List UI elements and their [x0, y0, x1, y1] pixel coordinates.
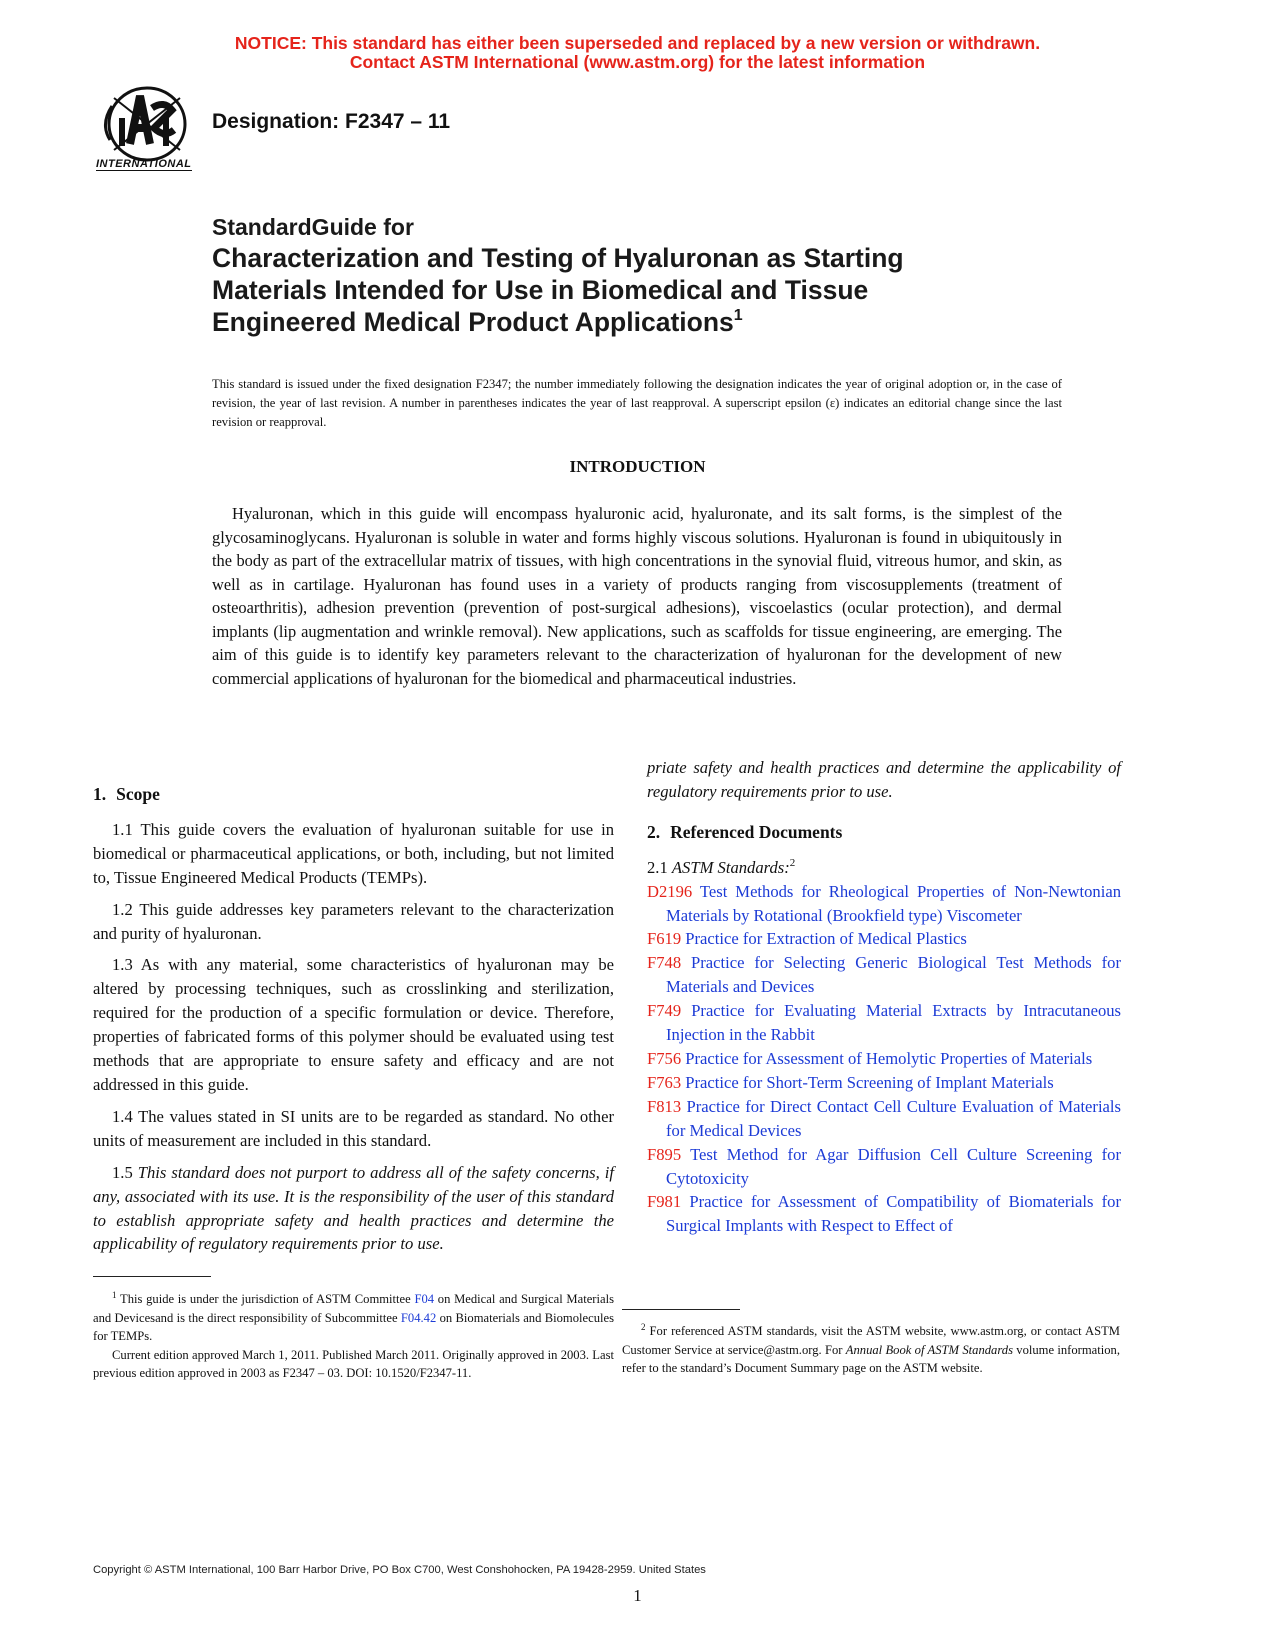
reference-item [647, 880, 1121, 928]
reference-title-link[interactable]: Practice for Direct Contact Cell Culture Evaluation of Materials for Medical Devices [666, 1096, 1121, 1140]
reference-item [647, 999, 1121, 1047]
footnote-1-edition: Current edition approved March 1, 2011. Published March 2011. Originally approved in 2003. Last previous edition approved in 2003 as F2347 – 03. DOI: 10.1520/F2347-11. [93, 1347, 614, 1380]
reference-title-link[interactable]: Practice for Selecting Generic Biological Test Methods for Materials and Devices [666, 953, 1122, 997]
copyright: Copyright © ASTM International, 100 Barr Harbor Drive, PO Box C700, West Conshohocken, PA 19428-2959. United States [93, 1564, 706, 1576]
title-line-4: Engineered Medical Product Applications [212, 307, 734, 337]
reference-code-link[interactable]: F813 [647, 1096, 682, 1116]
reference-code-link[interactable]: F763 [647, 1072, 682, 1092]
footnote-link-f0442[interactable]: F04.42 [400, 1310, 437, 1325]
right-column [647, 758, 1122, 1238]
reference-item [647, 1047, 1121, 1071]
reference-item [647, 1071, 1121, 1095]
left-column [93, 783, 614, 1254]
reference-title-link[interactable]: Practice for Assessment of Hemolytic Properties of Materials [685, 1048, 1093, 1068]
scope-1-4: 1.4 The values stated in SI units are to be regarded as standard. No other units of measurement are included in this standard. [93, 1106, 614, 1150]
reference-item [647, 1143, 1121, 1191]
reference-item [647, 951, 1121, 999]
reference-code-link[interactable]: D2196 [647, 881, 693, 901]
scope-1-5: 1.5 This standard does not purport to address all of the safety concerns, if any, associated with its use. It is the responsibility of the user of this standard to establish appropriate safety and health practices and determine the applicability of regulatory requirements prior to use. [93, 1162, 614, 1254]
title-line-2: Characterization and Testing of Hyaluronan as Starting [212, 243, 904, 273]
footnote-link-f04[interactable]: F04 [414, 1292, 435, 1306]
title-line-3: Materials Intended for Use in Biomedical and Tissue [212, 275, 869, 305]
footnote-rule-left [93, 1276, 211, 1277]
introduction-heading: INTRODUCTION [569, 457, 706, 476]
notice-line-1: NOTICE: This standard has either been superseded and replaced by a new version or withdrawn. [234, 33, 1041, 53]
title-line-1: StandardGuide for [212, 214, 414, 240]
reference-list [647, 880, 1121, 1239]
logo-text: INTERNATIONAL [96, 158, 192, 170]
reference-title-link[interactable]: Test Method for Agar Diffusion Cell Culture Screening for Cytotoxicity [666, 1144, 1121, 1188]
reference-code-link[interactable]: F749 [647, 1001, 682, 1021]
footnote-1: $^1$ This guide is under the jurisdiction of ASTM Committee F04 on Medical and Surgical Materials and Devicesand is the direct responsibility of Subcommittee F04.42 on Biomaterials and Biomolecules for TEMPs. Current edition approved March 1, 2011. Published March 2011. Originally approved in 2003. Last previous edition approved in 2003 as F2347 – 03. DOI: 10.1520/F2347-11. [93, 1290, 614, 1383]
scope-1-3: 1.3 As with any material, some characteristics of hyaluronan may be altered by processing techniques, such as crosslinking and sterilization, required for the production of a specific formulation or device. Therefore, properties of fabricated forms of this polymer should be evaluated using test methods that are appropriate to ensure safety and efficacy and are not addressed in this guide. [93, 955, 614, 1094]
astm-standards-label: 2.1 ASTM Standards:$^2$ [647, 856, 796, 877]
issued-note: This standard is issued under the fixed designation F2347; the number immediately following the designation indicates the year of original adoption or, in the case of revision, the year of last revision. A number in parentheses indicates the year of last reapproval. A superscript epsilon (ε) indicates an editorial change since the last revision or reapproval. [212, 377, 1062, 429]
designation: Designation: F2347 – 11 [212, 110, 451, 133]
reference-title-link[interactable]: Practice for Short-Term Screening of Implant Materials [685, 1072, 1054, 1092]
reference-title-link[interactable]: Practice for Evaluating Material Extracts by Intracutaneous Injection in the Rabbit [666, 1001, 1121, 1045]
introduction-text: Hyaluronan, which in this guide will encompass hyaluronic acid, hyaluronate, and its salt forms, is the simplest of the glycosaminoglycans. Hyaluronan is soluble in water and forms highly viscous solutions. Hyaluronan is found in ubiquitously in the body as part of the extracellular matrix of tissues, with high concentrations in the synovial fluid, vitreous humor, and skin, as well as in cartilage. Hyaluronan has found uses in a variety of products ranging from viscosupplements (treatment of osteoarthritis), adhesion prevention (prevention of post-surgical adhesions), viscoelastics (ocular protection), and dermal implants (lip augmentation and wrinkle removal). New applications, such as scaffolds for tissue engineering, are emerging. The aim of this guide is to identify key parameters relevant to the characterization of hyaluronan for the development of new commercial applications of hyaluronan for the biomedical and pharmaceutical industries. [212, 504, 1062, 688]
page-number: 1 [633, 1586, 642, 1605]
reference-item [647, 1095, 1121, 1143]
document-title [212, 212, 1112, 338]
reference-code-link[interactable]: F619 [647, 929, 682, 949]
scope-1-2: 1.2 This guide addresses key parameters relevant to the characterization and purity of hyaluronan. [93, 899, 614, 943]
footnote-rule-right [622, 1309, 740, 1310]
reference-title-link[interactable]: Practice for Assessment of Compatibility of Biomaterials for Surgical Implants with Respect to Effect of [666, 1192, 1121, 1236]
scope-heading: 1. Scope [93, 784, 160, 804]
reference-item [647, 927, 1121, 951]
footnote-2: $^2$ For referenced ASTM standards, visit the ASTM website, www.astm.org, or contact ASTM Customer Service at service@astm.org. For Annual Book of ASTM Standards volume information, refer to the standard’s Document Summary page on the ASTM website. [622, 1322, 1120, 1375]
scope-1-1: 1.1 This guide covers the evaluation of hyaluronan suitable for use in biomedical or pharmaceutical applications, or both, including, but not limited to, Tissue Engineered Medical Products (TEMPs). [93, 819, 614, 887]
reference-code-link[interactable]: F895 [647, 1144, 682, 1164]
scope-1-5-continued: priate safety and health practices and determine the applicability of regulatory requirements prior to use. [647, 758, 1121, 801]
title-footnote-mark: 1 [733, 307, 743, 324]
reference-title-link[interactable]: Test Methods for Rheological Properties of Non-Newtonian Materials by Rotational (Brookfield type) Viscometer [666, 881, 1121, 925]
reference-code-link[interactable]: F981 [647, 1192, 682, 1212]
reference-code-link[interactable]: F748 [647, 953, 682, 973]
reference-item [647, 1190, 1121, 1238]
reference-code-link[interactable]: F756 [647, 1048, 682, 1068]
reference-title-link[interactable]: Practice for Extraction of Medical Plastics [685, 929, 967, 949]
notice-line-2: Contact ASTM International (www.astm.org) for the latest information [349, 52, 926, 72]
referenced-documents-heading: 2. Referenced Documents [647, 821, 843, 842]
